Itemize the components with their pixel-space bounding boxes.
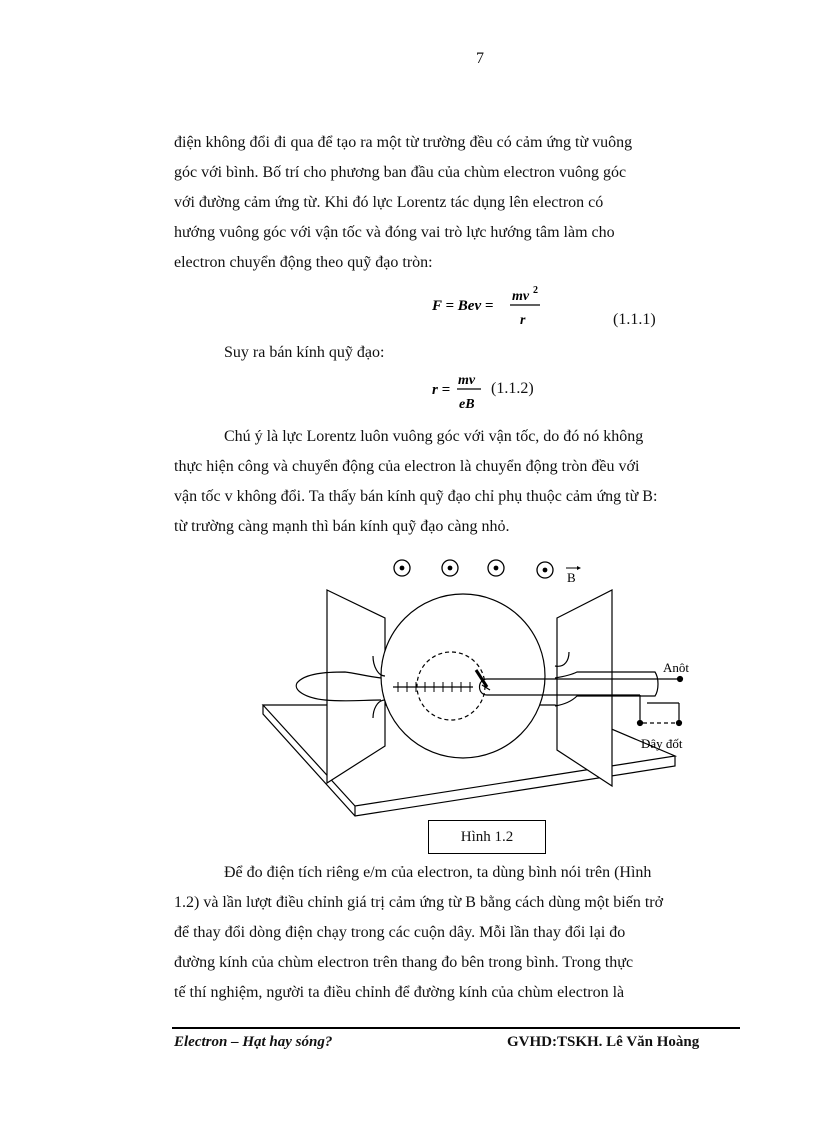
text-line: đường kính của chùm electron trên thang đo bên trong bình. Trong thực <box>174 954 634 971</box>
text-line: thực hiện công và chuyển động của electron là chuyển động tròn đều với <box>174 458 640 475</box>
equation-2-denominator: eB <box>459 397 475 412</box>
footer-rule <box>172 1027 740 1029</box>
paragraph-1 <box>174 128 742 278</box>
equation-2-numerator: mv <box>458 373 476 388</box>
text-line: điện không đổi đi qua để tạo ra một từ trường đều có cảm ứng từ vuông <box>174 134 633 151</box>
equation-2-label: (1.1.2) <box>491 380 534 397</box>
anode-label: Anôt <box>663 660 689 675</box>
text-line: Suy ra bán kính quỹ đạo: <box>224 344 385 361</box>
page-number: 7 <box>476 50 484 67</box>
equation-1-superscript: 2 <box>533 285 538 296</box>
paragraph-2 <box>174 338 742 368</box>
text-line: Chú ý là lực Lorentz luôn vuông góc với vận tốc, do đó nó không <box>224 428 644 445</box>
text-line: từ trường càng mạnh thì bán kính quỹ đạo càng nhỏ. <box>174 518 510 535</box>
text-line: để thay đổi dòng điện chạy trong các cuộn dây. Mỗi lần thay đổi lại đo <box>174 924 626 941</box>
equation-1 <box>428 282 548 332</box>
equation-1-lhs: F = Bev = <box>432 298 494 314</box>
equation-1-label: (1.1.1) <box>613 311 656 328</box>
text-line: Để đo điện tích riêng e/m của electron, ta dùng bình nói trên (Hình <box>224 864 652 881</box>
text-line: góc với bình. Bố trí cho phương ban đầu của chùm electron vuông góc <box>174 164 627 181</box>
filament-label: Dây đốt <box>641 736 683 751</box>
text-line: hướng vuông góc với vận tốc và đóng vai trò lực hướng tâm làm cho <box>174 224 615 241</box>
text-line: vận tốc v không đổi. Ta thấy bán kính quỹ đạo chỉ phụ thuộc cảm ứng từ B: <box>174 488 658 505</box>
figure-caption: Hình 1.2 <box>428 820 546 854</box>
field-label-b: B <box>567 570 576 585</box>
text-line: 1.2) và lần lượt điều chỉnh giá trị cảm ứng từ B bằng cách dùng một biến trở <box>174 894 664 911</box>
footer-supervisor: GVHD:TSKH. Lê Văn Hoàng <box>507 1034 700 1050</box>
equation-2-lhs: r = <box>432 382 451 398</box>
text-line: electron chuyển động theo quỹ đạo tròn: <box>174 254 433 271</box>
equation-1-numerator: mv <box>512 289 530 304</box>
figure-electron-tube <box>255 548 707 820</box>
text-line: tế thí nghiệm, người ta điều chỉnh để đường kính của chùm electron là <box>174 984 625 1001</box>
text-line: với đường cảm ứng từ. Khi đó lực Lorentz tác dụng lên electron có <box>174 194 604 211</box>
footer-title: Electron – Hạt hay sóng? <box>174 1034 333 1050</box>
paragraph-4 <box>174 858 742 1008</box>
paragraph-3 <box>174 422 742 542</box>
equation-2 <box>428 370 488 414</box>
equation-1-denominator: r <box>520 313 526 328</box>
